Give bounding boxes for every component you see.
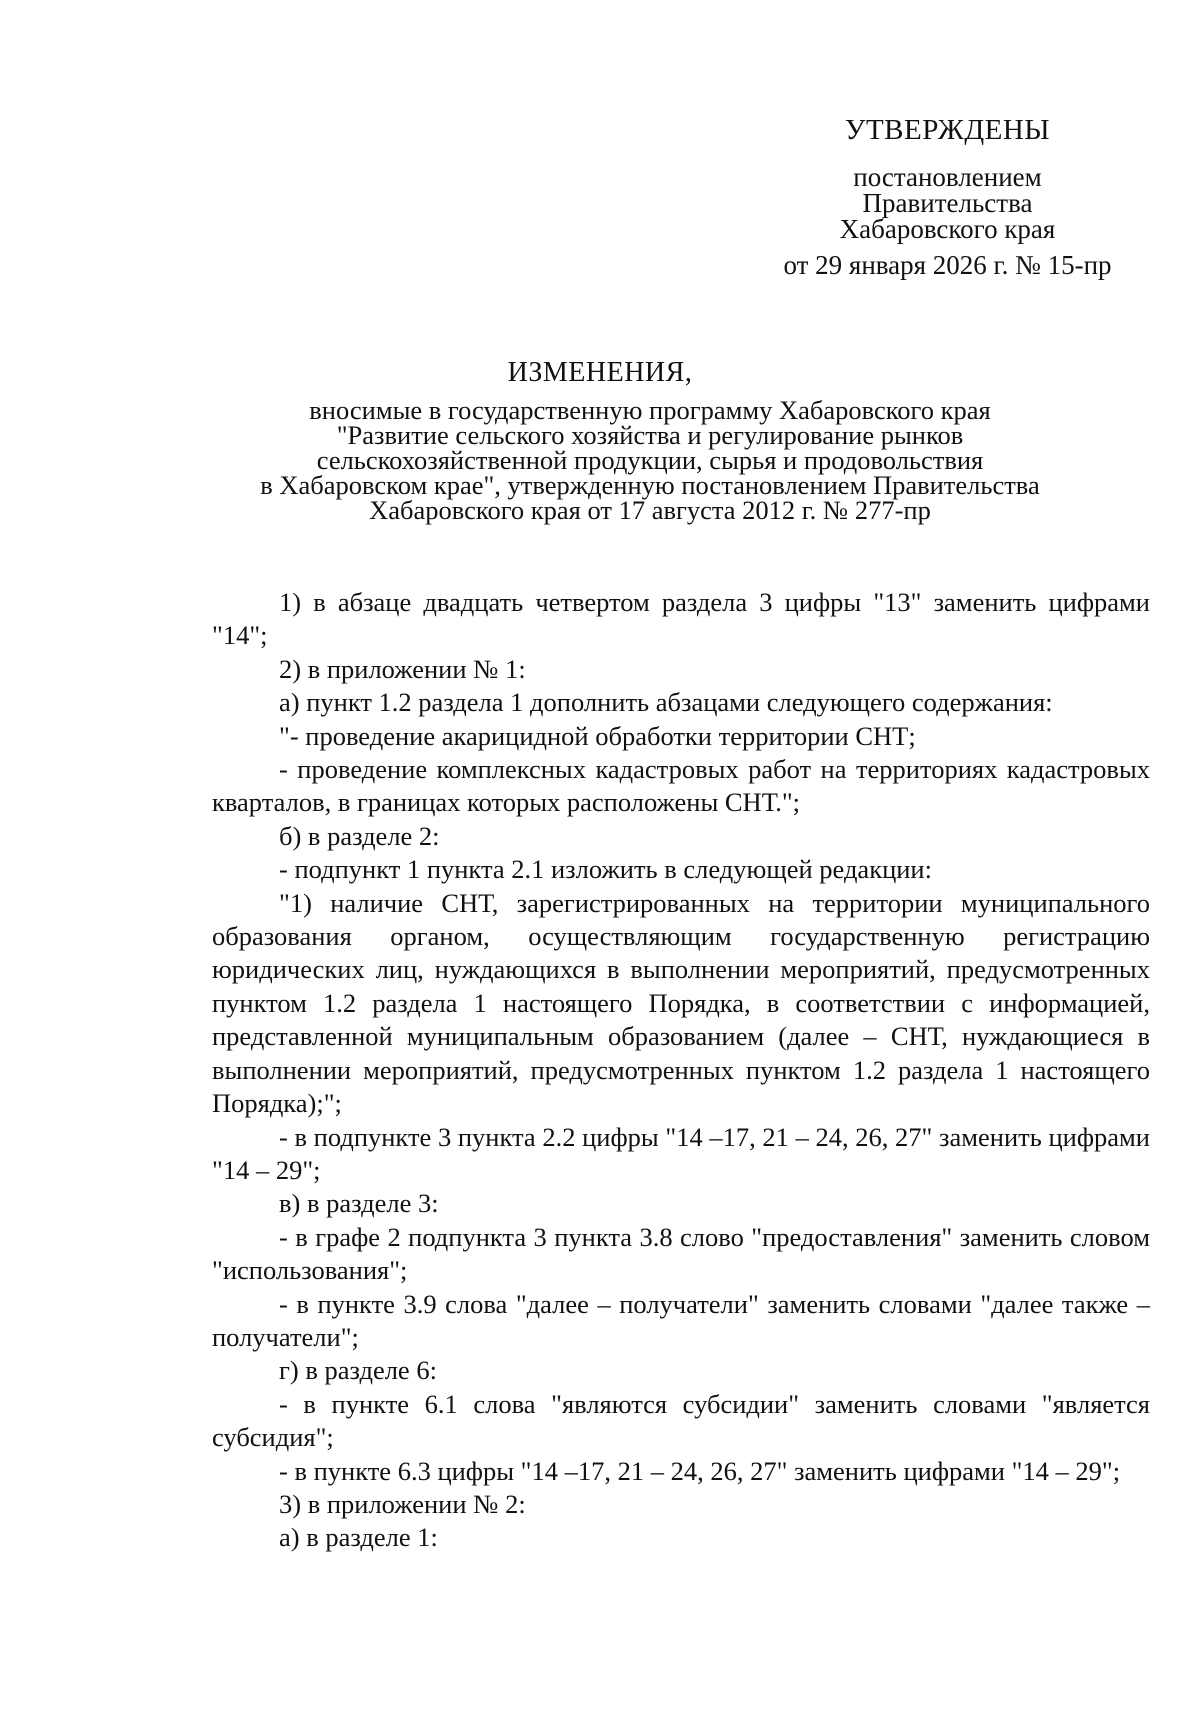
approval-line: Хабаровского края bbox=[839, 214, 1056, 244]
paragraph: г) в разделе 6: bbox=[279, 1355, 437, 1386]
document-body bbox=[212, 586, 1150, 1555]
document-title: ИЗМЕНЕНИЯ, bbox=[507, 357, 693, 388]
approval-line: Правительства bbox=[862, 188, 1033, 218]
subtitle-line: "Развитие сельского хозяйства и регулирование рынков bbox=[336, 420, 964, 450]
subtitle-line: Хабаровского края от 17 августа 2012 г. № 277-пр bbox=[369, 495, 931, 525]
approval-date-number: от 29 января 2026 г. № 15-пр bbox=[783, 250, 1112, 280]
subtitle-line: сельскохозяйственной продукции, сырья и продовольствия bbox=[316, 445, 984, 475]
approval-line: постановлением bbox=[853, 162, 1042, 192]
paragraph: - подпункт 1 пункта 2.1 изложить в следующей редакции: bbox=[279, 854, 932, 885]
paragraph: - в пункте 6.1 слова "являются субсидии" заменить словами "является субсидия"; bbox=[212, 1388, 1150, 1453]
paragraph: 2) в приложении № 1: bbox=[279, 653, 526, 684]
paragraph: - проведение комплексных кадастровых работ на территориях кадастровых кварталов, в границах которых расположены СНТ."; bbox=[212, 754, 1150, 818]
subtitle-line: вносимые в государственную программу Хабаровского края bbox=[309, 395, 991, 425]
paragraph: а) в разделе 1: bbox=[279, 1522, 438, 1553]
document-subtitle bbox=[210, 395, 1090, 525]
paragraph: - в графе 2 подпункта 3 пункта 3.8 слово "предоставления" заменить словом "использования"; bbox=[212, 1221, 1150, 1286]
subtitle-line: в Хабаровском крае", утвержденную постановлением Правительства bbox=[260, 470, 1040, 500]
paragraph: "1) наличие СНТ, зарегистрированных на территории муниципального образования органом, осуществляющим государственную регистрацию юридических лиц, нуждающихся в выполнении мероприятий, предусмотренных пунктом 1.2 раздела 1 настоящего Порядка, в соответствии с информацией, представленной муниципальным образованием (далее – СНТ, нуждающиеся в выполнении мероприятий, предусмотренных пунктом 1.2 раздела 1 настоящего Порядка);"; bbox=[212, 887, 1150, 1119]
paragraph: 1) в абзаце двадцать четвертом раздела 3 цифры "13" заменить цифрами "14"; bbox=[212, 587, 1150, 651]
paragraph: "- проведение акарицидной обработки территории СНТ; bbox=[279, 720, 916, 751]
paragraph: - в подпункте 3 пункта 2.2 цифры "14 –17, 21 – 24, 26, 27" заменить цифрами "14 – 29"; bbox=[212, 1121, 1150, 1185]
paragraph: а) пункт 1.2 раздела 1 дополнить абзацами следующего содержания: bbox=[279, 687, 1053, 718]
approval-stamp-block bbox=[765, 110, 1130, 278]
paragraph: б) в разделе 2: bbox=[279, 820, 440, 851]
approval-title: УТВЕРЖДЕНЫ bbox=[844, 114, 1051, 146]
paragraph: - в пункте 3.9 слова "далее – получатели" заменить словами "далее также – получатели"; bbox=[212, 1288, 1150, 1352]
paragraph: 3) в приложении № 2: bbox=[279, 1488, 526, 1519]
paragraph: - в пункте 6.3 цифры "14 –17, 21 – 24, 26, 27" заменить цифрами "14 – 29"; bbox=[279, 1455, 1121, 1486]
paragraph: в) в разделе 3: bbox=[279, 1188, 439, 1219]
